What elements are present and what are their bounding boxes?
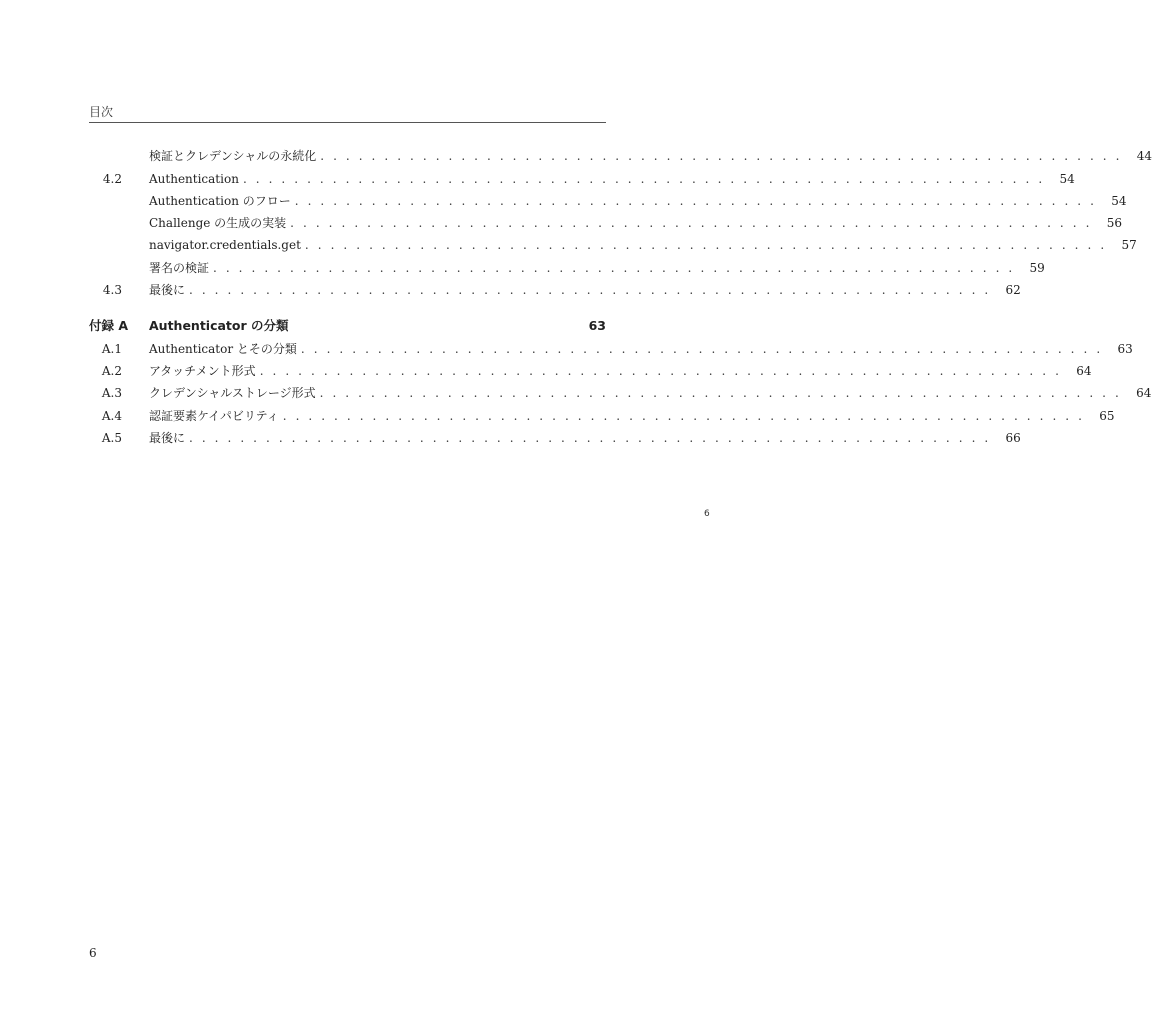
toc-chapter-title: Authenticator の分類 xyxy=(149,318,289,333)
toc-entry-title: 最後に xyxy=(149,283,186,297)
toc-entry[interactable] xyxy=(89,340,1133,358)
toc-entry-title: navigator.credentials.get xyxy=(149,238,301,252)
toc-chapter-entry[interactable] xyxy=(89,317,606,335)
margin-page-number: 6 xyxy=(704,509,710,519)
toc-leader-dots: . . . . . . . . . . . . . . . . . . . . . . . . . . . . . . . . . . . . . . . . . . . . . . . . . . . . . . . . . . . . . . . xyxy=(282,409,1085,423)
toc-entry-title: Authenticator とその分類 xyxy=(149,342,297,356)
toc-leader-dots: . . . . . . . . . . . . . . . . . . . . . . . . . . . . . . . . . . . . . . . . . . . . . . . . . . . . . . . . . . . . . . . xyxy=(189,283,991,297)
toc-entry-page: 63 xyxy=(1117,342,1133,356)
toc-entry-page: 59 xyxy=(1029,261,1045,275)
toc-entry-page: 54 xyxy=(1111,194,1127,208)
toc-chapter-number: 付録 A xyxy=(89,318,129,333)
toc-entry[interactable] xyxy=(89,147,1152,165)
running-head: 目次 xyxy=(89,105,114,119)
toc-leader-dots: . . . . . . . . . . . . . . . . . . . . . . . . . . . . . . . . . . . . . . . . . . . . . . . . . . . . . . . . . . . . . . . xyxy=(290,216,1092,230)
toc-entry-number: 4.3 xyxy=(102,283,122,297)
toc-entry-page: 62 xyxy=(1005,283,1021,297)
toc-entry-title: 認証要素ケイパビリティ xyxy=(149,409,279,423)
toc-entry-title: 検証とクレデンシャルの永続化 xyxy=(149,149,317,163)
toc-entry-title: Authentication xyxy=(149,172,239,186)
toc-entry-title: クレデンシャルストレージ形式 xyxy=(149,386,316,400)
toc-entry-page: 57 xyxy=(1121,238,1137,252)
toc-entry-number: A.2 xyxy=(101,364,122,378)
toc-entry[interactable] xyxy=(89,192,1127,210)
header-rule xyxy=(89,122,606,123)
toc-entry-page: 66 xyxy=(1005,431,1021,445)
toc-entry-number: A.4 xyxy=(101,409,122,423)
toc-entry-page: 64 xyxy=(1136,386,1152,400)
toc-entry-title: 署名の検証 xyxy=(149,261,210,275)
toc-entry[interactable] xyxy=(89,407,1115,425)
toc-leader-dots: . . . . . . . . . . . . . . . . . . . . . . . . . . . . . . . . . . . . . . . . . . . . . . . . . . . . . . . . . . . . . . . xyxy=(259,364,1062,378)
toc-entry[interactable] xyxy=(89,259,1045,277)
toc-entry-number: A.1 xyxy=(101,342,122,356)
toc-entry[interactable] xyxy=(89,384,1152,402)
toc-entry-page: 64 xyxy=(1076,364,1092,378)
toc-entry[interactable] xyxy=(89,429,1021,447)
toc-entry[interactable] xyxy=(89,362,1092,380)
toc-entry[interactable] xyxy=(89,281,1021,299)
toc-leader-dots: . . . . . . . . . . . . . . . . . . . . . . . . . . . . . . . . . . . . . . . . . . . . . . . . . . . . . . . . . . . . . . . xyxy=(320,149,1123,163)
toc-entry-title: 最後に xyxy=(149,431,186,445)
toc-entry-page: 44 xyxy=(1136,149,1152,163)
toc-entry-title: Authentication のフロー xyxy=(149,194,291,208)
toc-entry[interactable] xyxy=(89,214,1122,232)
toc-leader-dots: . . . . . . . . . . . . . . . . . . . . . . . . . . . . . . . . . . . . . . . . . . . . . . . . . . . . . . . . . . . . . . . xyxy=(242,172,1045,186)
toc-leader-dots: . . . . . . . . . . . . . . . . . . . . . . . . . . . . . . . . . . . . . . . . . . . . . . . . . . . . . . . . . . . . . . . xyxy=(304,238,1107,252)
page-number: 6 xyxy=(89,946,97,960)
toc-entry-title: Challenge の生成の実装 xyxy=(149,216,287,230)
toc-leader-dots: . . . . . . . . . . . . . . . . . . . . . . . . . . . . . . . . . . . . . . . . . . . . . . . . . . . . . . . . . . . . . . . xyxy=(300,342,1103,356)
toc-leader-dots: . . . . . . . . . . . . . . . . . . . . . . . . . . . . . . . . . . . . . . . . . . . . . . . . . . . . . . . . . . . . . . . xyxy=(319,386,1122,400)
toc-entry-number: A.5 xyxy=(101,431,122,445)
toc-entry-page: 54 xyxy=(1059,172,1075,186)
toc-entry[interactable] xyxy=(89,236,1137,254)
toc-entry-page: 65 xyxy=(1099,409,1115,423)
toc-leader-dots: . . . . . . . . . . . . . . . . . . . . . . . . . . . . . . . . . . . . . . . . . . . . . . . . . . . . . . . . . . . . . . . xyxy=(213,261,1015,275)
toc-entry-page: 56 xyxy=(1106,216,1122,230)
toc-entry[interactable] xyxy=(89,170,1075,188)
toc-entry-number: 4.2 xyxy=(102,172,122,186)
toc-entry-number: A.3 xyxy=(101,386,122,400)
toc-chapter-page: 63 xyxy=(588,318,606,333)
toc-entry-title: アタッチメント形式 xyxy=(149,364,256,378)
toc-leader-dots: . . . . . . . . . . . . . . . . . . . . . . . . . . . . . . . . . . . . . . . . . . . . . . . . . . . . . . . . . . . . . . . xyxy=(189,431,991,445)
toc-leader-dots: . . . . . . . . . . . . . . . . . . . . . . . . . . . . . . . . . . . . . . . . . . . . . . . . . . . . . . . . . . . . . . . xyxy=(294,194,1097,208)
